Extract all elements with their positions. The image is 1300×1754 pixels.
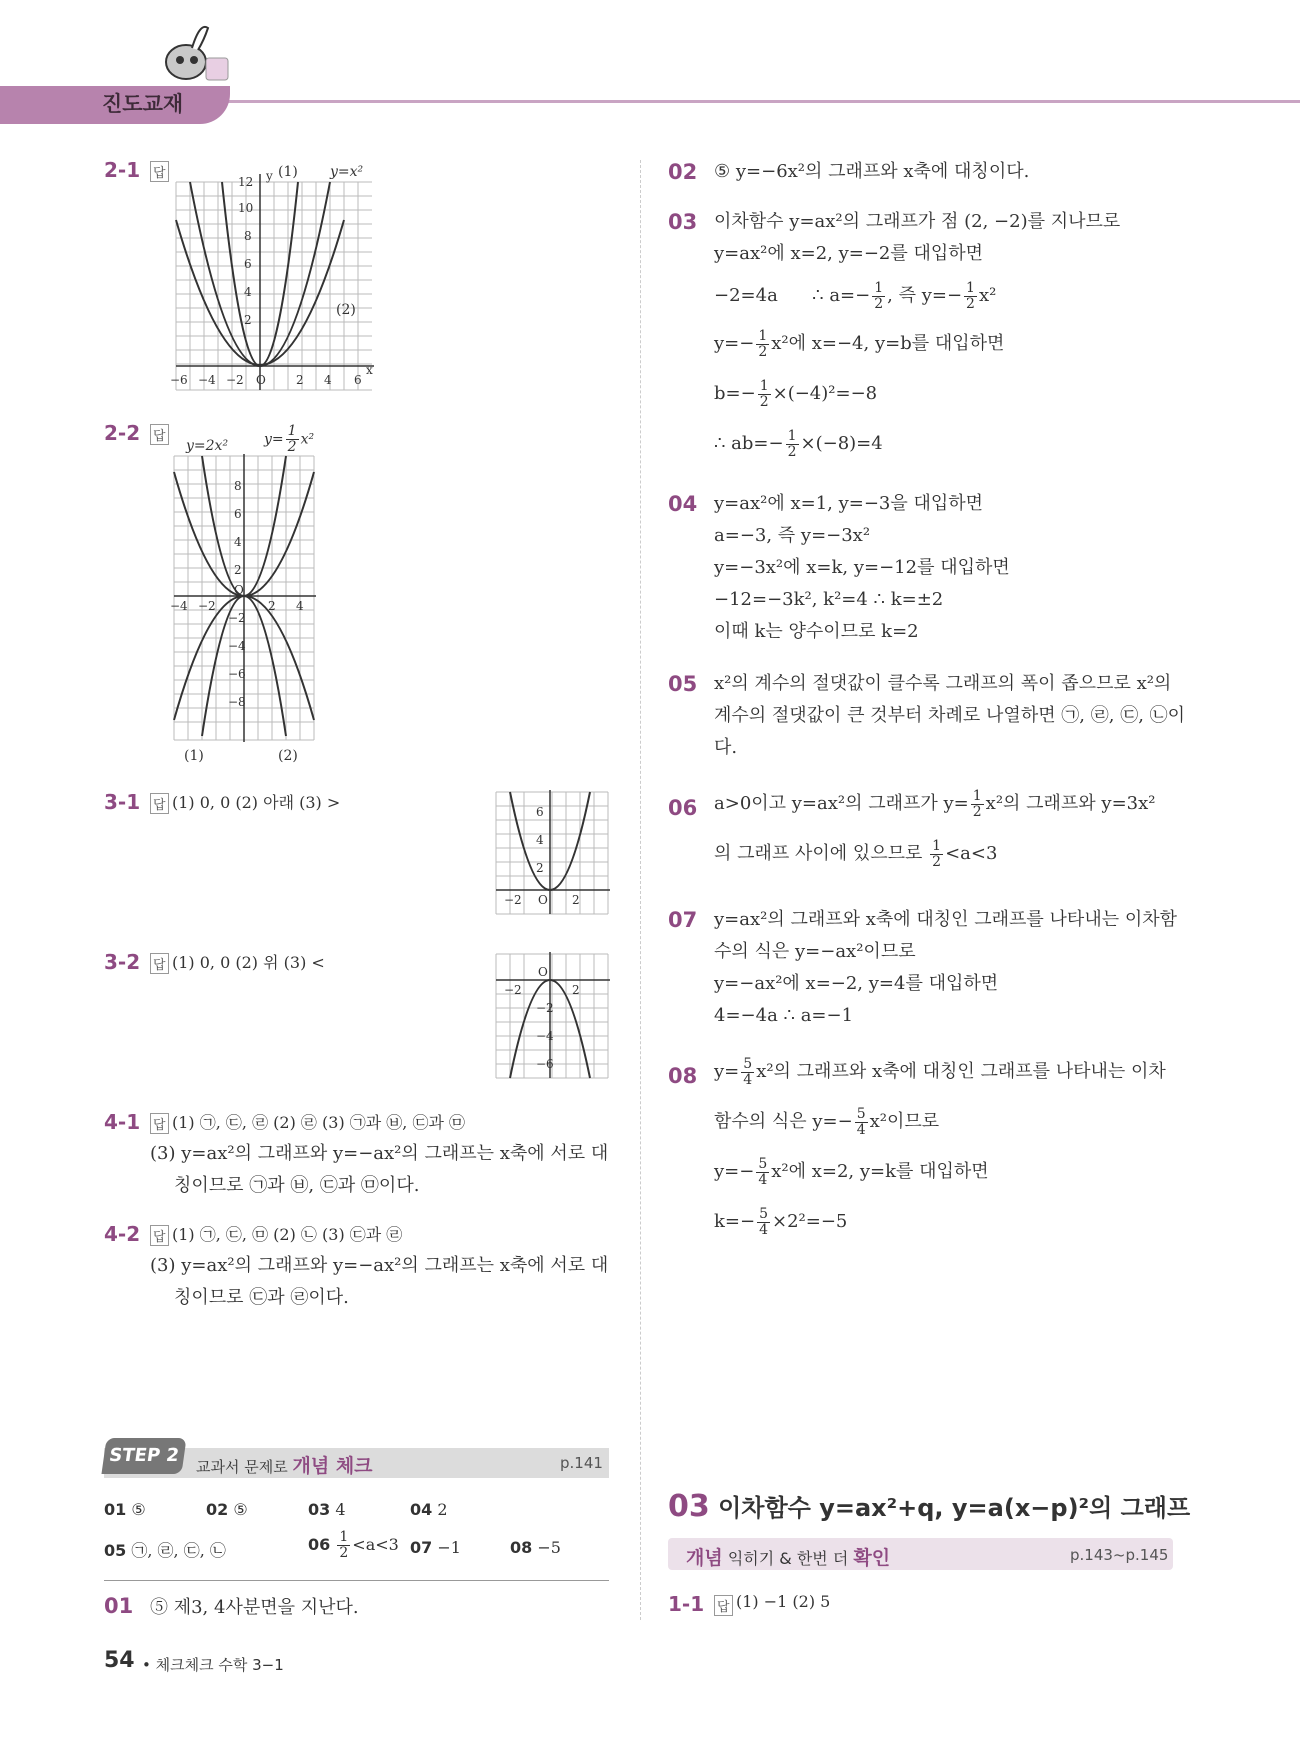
xtick: −6: [170, 373, 188, 387]
column-divider: [640, 160, 641, 1620]
answer-tag: 답: [150, 161, 169, 182]
explanation-line: −2=4a ∴ a=− $\frac{1}{2}$ , 즉 y=− $\frac{1}{2}$ x²: [714, 279, 997, 312]
explanation-line: a>0이고 y=ax²의 그래프가 y= $\frac{1}{2}$ x²의 그래프와 y=3x²: [714, 787, 1156, 820]
separator: [104, 1580, 609, 1581]
graph-2-1: [170, 160, 380, 400]
quick-answer: 02 ⑤: [206, 1500, 248, 1519]
problem-number: 4-1: [104, 1110, 141, 1134]
explanation-line: y=−3x²에 x=k, y=−12를 대입하면: [714, 557, 1010, 578]
xtick: −2: [504, 983, 522, 997]
xtick: 4: [324, 373, 332, 387]
ytick: 6: [234, 507, 242, 521]
curve-label: y= $\frac{1}{2}$ x²: [264, 423, 315, 455]
ytick: 2: [536, 861, 544, 875]
ytick: 4: [536, 833, 544, 847]
ytick: −8: [228, 695, 246, 709]
answer-text: (1) ㉠, ㉢, ㉤ (2) ㉡ (3) ㉢과 ㉣: [172, 1225, 403, 1244]
problem-number: 3-2: [104, 950, 141, 974]
answer-text: (1) ㉠, ㉢, ㉣ (2) ㉣ (3) ㉠과 ㉥, ㉢과 ㉤: [172, 1113, 466, 1132]
quick-answer: 04 2: [410, 1500, 448, 1519]
ytick: 6: [244, 257, 252, 271]
problem-number: 01: [104, 1594, 134, 1618]
graph-3-2: [494, 952, 610, 1082]
problem-number: 2-2: [104, 421, 141, 445]
explanation-line: −12=−3k², k²=4 ∴ k=±2: [714, 589, 944, 610]
quick-answer: 06 $\frac{1}{2}$ <a<3: [308, 1529, 399, 1561]
header-rule: [220, 100, 1300, 103]
ytick: 4: [244, 285, 252, 299]
xtick: 6: [354, 373, 362, 387]
problem-number: 4-2: [104, 1222, 141, 1246]
page-number: 54: [104, 1648, 135, 1673]
explanation-line: y= $\frac{5}{4}$ x²의 그래프와 x축에 대칭인 그래프를 나타내는 이차: [714, 1055, 1166, 1088]
curve-label: y=x²: [330, 164, 364, 180]
problem-number: 08: [668, 1064, 698, 1088]
graph-3-1: [494, 790, 610, 918]
answer-tag: 답: [150, 1113, 169, 1134]
explanation-line: y=ax²에 x=2, y=−2를 대입하면: [714, 243, 984, 264]
section-title: 03 이차함수 y=ax²+q, y=a(x−p)²의 그래프: [668, 1489, 1191, 1524]
concept-page-ref: p.143~p.145: [1070, 1546, 1169, 1564]
quick-answer: 05 ㉠, ㉣, ㉢, ㉡: [104, 1541, 226, 1560]
x-axis-label: x: [366, 363, 373, 377]
header-label: 진도교재: [102, 92, 184, 116]
xtick: O: [256, 373, 266, 387]
explanation-line: b=− $\frac{1}{2}$ ×(−4)²=−8: [714, 377, 878, 410]
explanation-line: y=− $\frac{1}{2}$ x²에 x=−4, y=b를 대입하면: [714, 327, 1005, 360]
explanation-line: 함수의 식은 y=− $\frac{5}{4}$ x²이므로: [714, 1105, 940, 1138]
problem-number: 1-1: [668, 1592, 705, 1616]
ytick: 8: [234, 479, 242, 493]
curve-label: (1): [278, 164, 298, 180]
step-badge: STEP 2: [101, 1438, 186, 1474]
problem-number: 07: [668, 908, 698, 932]
ytick: −4: [228, 639, 246, 653]
explanation-line: a=−3, 즉 y=−3x²: [714, 525, 871, 546]
answer-tag: 답: [150, 424, 169, 445]
explanation-line: y=− $\frac{5}{4}$ x²에 x=2, y=k를 대입하면: [714, 1155, 989, 1188]
graph-2-2: [170, 452, 320, 744]
ytick: −6: [536, 1057, 554, 1071]
xtick: O: [538, 893, 548, 907]
explanation-line: 칭이므로 ㉢과 ㉣이다.: [174, 1287, 349, 1308]
curve-label: (1): [184, 748, 204, 764]
answer-text: (1) 0, 0 (2) 위 (3) <: [172, 953, 325, 972]
curve-label: (2): [278, 748, 298, 764]
concept-title: 개념 익히기 & 한번 더 확인: [686, 1547, 891, 1569]
explanation-line: ⑤ y=−6x²의 그래프와 x축에 대칭이다.: [714, 161, 1030, 182]
quick-answer: 08 −5: [510, 1538, 561, 1557]
ytick: −2: [228, 611, 246, 625]
ytick: 8: [244, 229, 252, 243]
xtick: O: [538, 965, 548, 979]
problem-number: 03: [668, 210, 698, 234]
problem-number: 06: [668, 796, 698, 820]
quick-answer: 07 −1: [410, 1538, 461, 1557]
quick-answer: 01 ⑤: [104, 1500, 146, 1519]
step-page-ref: p.141: [560, 1454, 603, 1472]
xtick: −2: [198, 599, 216, 613]
ytick: 10: [238, 201, 254, 215]
curve-label: y=2x²: [186, 438, 229, 454]
explanation-line: y=ax²에 x=1, y=−3을 대입하면: [714, 493, 984, 514]
explanation-line: x²의 계수의 절댓값이 클수록 그래프의 폭이 좁으므로 x²의: [714, 673, 1172, 694]
xtick: −4: [198, 373, 216, 387]
explanation-line: ⑤ 제3, 4사분면을 지난다.: [150, 1597, 359, 1618]
problem-number: 3-1: [104, 790, 141, 814]
explanation-line: 계수의 절댓값이 큰 것부터 차례로 나열하면 ㉠, ㉣, ㉢, ㉡이: [714, 705, 1186, 726]
xtick: 2: [296, 373, 304, 387]
explanation-line: 4=−4a ∴ a=−1: [714, 1005, 854, 1026]
xtick: −2: [504, 893, 522, 907]
problem-number: 02: [668, 160, 698, 184]
quick-answer: 03 4: [308, 1500, 346, 1519]
answer-tag: 답: [150, 793, 169, 814]
xtick: 4: [296, 599, 304, 613]
xtick: 2: [268, 599, 276, 613]
xtick: 2: [572, 893, 580, 907]
explanation-line: 이때 k는 양수이므로 k=2: [714, 621, 919, 642]
explanation-line: (3) y=ax²의 그래프와 y=−ax²의 그래프는 x축에 서로 대: [150, 1255, 609, 1276]
explanation-line: k=− $\frac{5}{4}$ ×2²=−5: [714, 1205, 848, 1238]
answer-text: (1) −1 (2) 5: [736, 1592, 831, 1611]
ytick: 2: [244, 313, 252, 327]
ytick: 12: [238, 175, 254, 189]
explanation-line: (3) y=ax²의 그래프와 y=−ax²의 그래프는 x축에 서로 대: [150, 1143, 609, 1164]
ytick: −2: [536, 1001, 554, 1015]
y-axis-label: y: [266, 169, 273, 183]
problem-number: 2-1: [104, 158, 141, 182]
origin: O: [234, 583, 244, 597]
problem-number: 04: [668, 492, 698, 516]
answer-text: (1) 0, 0 (2) 아래 (3) >: [172, 793, 341, 812]
mascot-icon: [152, 18, 232, 88]
explanation-line: 의 그래프 사이에 있으므로 $\frac{1}{2}$ <a<3: [714, 837, 998, 870]
ytick: 6: [536, 805, 544, 819]
explanation-line: y=−ax²에 x=−2, y=4를 대입하면: [714, 973, 999, 994]
step-title: 교과서 문제로 개념 체크: [196, 1455, 373, 1477]
ytick: 2: [234, 563, 242, 577]
ytick: −6: [228, 667, 246, 681]
answer-tag: 답: [714, 1595, 733, 1616]
xtick: −2: [226, 373, 244, 387]
explanation-line: 칭이므로 ㉠과 ㉥, ㉢과 ㉤이다.: [174, 1175, 420, 1196]
xtick: −4: [170, 599, 188, 613]
problem-number: 05: [668, 672, 698, 696]
ytick: 4: [234, 535, 242, 549]
explanation-line: 다.: [714, 737, 738, 758]
explanation-line: y=ax²의 그래프와 x축에 대칭인 그래프를 나타내는 이차함: [714, 909, 1177, 930]
explanation-line: 이차함수 y=ax²의 그래프가 점 (2, −2)를 지나므로: [714, 211, 1121, 232]
answer-tag: 답: [150, 1225, 169, 1246]
xtick: 2: [572, 983, 580, 997]
answer-tag: 답: [150, 953, 169, 974]
explanation-line: ∴ ab=− $\frac{1}{2}$ ×(−8)=4: [714, 427, 883, 460]
book-title: • 체크체크 수학 3−1: [142, 1656, 284, 1674]
ytick: −4: [536, 1029, 554, 1043]
curve-label: (2): [336, 302, 356, 318]
explanation-line: 수의 식은 y=−ax²이므로: [714, 941, 916, 962]
